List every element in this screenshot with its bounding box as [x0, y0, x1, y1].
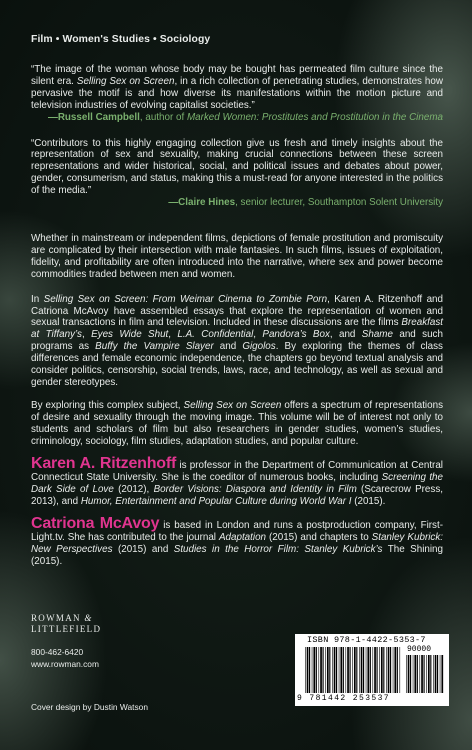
barcode-bar [350, 647, 351, 693]
barcode-bar [367, 647, 369, 693]
program-title: Gigolos [242, 341, 276, 353]
author-bio-ritzenhoff [31, 455, 444, 508]
barcode-bar [356, 647, 357, 693]
barcode-bar [417, 655, 418, 693]
text: The Shining (2015). [31, 543, 444, 567]
barcode-bar [316, 647, 317, 693]
barcode-bar [323, 647, 324, 693]
barcode-bar [347, 647, 349, 693]
barcode-bar [440, 655, 441, 693]
barcode-bar [346, 647, 347, 693]
barcode-bar [309, 647, 310, 693]
book-title: Selling Sex on Screen: From Weimar Cinema to Zombie Porn [43, 293, 328, 305]
barcode-bar [336, 647, 337, 693]
barcode-bar [426, 655, 427, 693]
film-title: Breakfast at Tiffany’s [31, 317, 443, 341]
text: , [253, 329, 263, 341]
cover-footer [31, 613, 443, 733]
text: and [213, 341, 243, 353]
series-film: Film [31, 34, 53, 45]
barcode-bar [319, 647, 320, 693]
series-categories [31, 34, 443, 45]
barcode-bar [433, 655, 434, 693]
ean-barcode-bars [305, 647, 401, 693]
barcode-bar [386, 647, 387, 693]
publisher-logo-line: ROWMAN [31, 613, 81, 623]
blurb-campbell [31, 64, 443, 124]
barcode-bar [414, 655, 416, 693]
ean-digits: 9 781442 253537 [297, 694, 391, 703]
film-title: Eyes Wide Shut [91, 329, 169, 341]
barcode-bar [361, 647, 363, 693]
text: , [168, 329, 178, 341]
publisher-website: www.rowman.com [31, 659, 99, 670]
author-name: Catriona McAvoy [31, 515, 160, 533]
book-title: Studies in the Horror Film: Stanley Kubrick’s [173, 543, 383, 555]
publisher-phone: 800-462-6420 [31, 647, 84, 657]
barcode-bar [374, 647, 376, 693]
barcode-bar [381, 647, 383, 693]
barcode-bar [379, 647, 380, 693]
text: . By exploring the themes of class differences and female economic independence, the chapters go beyond textual analysis and consider politics, censorship, social trends, laws, race, and technology, as well as sexual and gender stereotypes. [31, 341, 443, 388]
blurb-quote: “Contributors to this highly engaging collection give us fresh and timely insights about the representation of sex and sexuality, making crucial connections between these screen representations and wider historical, social, and political issues and debates about power, gender, consumerism, and status, making this a must-read for anyone interested in the politics of the media.” [31, 137, 443, 197]
barcode-bar [329, 647, 330, 693]
author-name: Karen A. Ritzenhoff [31, 455, 177, 473]
barcode-bar [354, 647, 356, 693]
barcode-bar [339, 647, 340, 693]
film-title: Pandora’s Box [262, 329, 330, 341]
quote-text: , in a rich collection of penetrating studies, demonstrates how pervasive the motif is and how diverse its manifestations within the motion picture and television industries of evolving capitalist societies.” [31, 75, 443, 111]
attribution-role: , author of [139, 111, 187, 123]
barcode-bar [370, 647, 371, 693]
barcode-bar [343, 647, 344, 693]
barcode-bar [410, 655, 411, 693]
publisher-contact [31, 646, 99, 670]
barcode-bar [377, 647, 378, 693]
barcode-bar [325, 647, 326, 693]
barcode-bar [352, 647, 353, 693]
blurb-attribution [31, 112, 443, 124]
bullet-separator: • [55, 34, 60, 45]
isbn-barcode [295, 634, 449, 706]
text: (2015) and chapters to [266, 532, 372, 543]
isbn-number: ISBN 978-1-4422-5353-7 [307, 635, 426, 645]
publisher-logo-ampersand: & [84, 613, 93, 623]
text: (2012), [113, 484, 154, 496]
text: (Scarecrow Press, 2013), and [31, 484, 443, 508]
book-title: Selling Sex on Screen [183, 399, 282, 411]
barcode-bar [366, 647, 367, 693]
barcode-bar [428, 655, 430, 693]
series-sociology: Sociology [159, 34, 211, 45]
series-womens-studies: Women's Studies [62, 34, 151, 45]
barcode-bar [413, 655, 414, 693]
film-title: Shame [361, 329, 393, 341]
barcode-bar [421, 655, 423, 693]
book-title: Screening the Dark Side of Love [31, 472, 444, 496]
barcode-bar [373, 647, 374, 693]
journal-title: Adaptation [218, 532, 267, 543]
book-title: Humor, Entertainment and Popular Culture during World War I [80, 496, 352, 508]
book-title: Selling Sex on Screen [76, 75, 175, 87]
barcode-bar [393, 647, 394, 693]
addon-barcode-bars [406, 655, 444, 693]
description [31, 233, 443, 448]
barcode-bar [332, 647, 333, 693]
text: is professor in the Department of Communication at Central Connecticut State University. She is the coeditor of numerous books, including [31, 460, 443, 484]
description-paragraph [31, 400, 443, 448]
bullet-separator: • [153, 34, 157, 45]
barcode-bar [327, 647, 329, 693]
barcode-bar [383, 647, 384, 693]
barcode-bar [305, 647, 306, 693]
cover-text [31, 34, 443, 578]
attribution-role: , senior lecturer, Southampton Solent University [235, 197, 443, 209]
barcode-bar [334, 647, 336, 693]
text: , [81, 329, 92, 341]
barcode-bar [363, 647, 364, 693]
barcode-bar [406, 655, 407, 693]
barcode-bar [390, 647, 391, 693]
text: is based in London and runs a postproduction company, First-Light.tv. She has contributed to the journal [31, 520, 443, 543]
text: (2015) and [112, 543, 174, 555]
barcode-bar [359, 647, 360, 693]
publisher-logo-line: LITTLEFIELD [31, 624, 102, 634]
barcode-bar [313, 647, 315, 693]
barcode-bar [394, 647, 396, 693]
description-paragraph: Whether in mainstream or independent films, depictions of female prostitution and promiscuity are complicated by their intersection with male fantasies. In such films, issues of exploitation, fidelity, and profitability are often introduced into the narrative, where sex and power become commodities traded between men and women. [31, 232, 443, 280]
blurb-hines [31, 138, 443, 209]
barcode-bar [408, 655, 410, 693]
quote-text: “The image of the woman whose body may be bought has permeated film culture since the silent era. [31, 64, 443, 87]
barcode-bar [320, 647, 322, 693]
film-title: L.A. Confidential [177, 329, 254, 341]
attribution-name: —Claire Hines [168, 197, 236, 209]
barcode-bar [312, 647, 313, 693]
barcode-bar [397, 647, 398, 693]
attribution-book: Marked Women: Prostitutes and Prostitution in the Cinema [186, 111, 443, 123]
barcode-bar [437, 655, 438, 693]
book-title: Stanley Kubrick: New Perspectives [31, 532, 443, 555]
text: , Karen A. Ritzenhoff and Catriona McAvoy have assembled essays that explore the representation of women and sexual transactions in film and television. Included in these discussions are the films [31, 293, 443, 329]
book-title: Border Visions: Diaspora and Identity in Film [153, 484, 357, 496]
author-bio-mcavoy [31, 515, 444, 568]
barcode-bar [435, 655, 437, 693]
program-title: Buffy the Vampire Slayer [95, 341, 214, 353]
barcode-bar [307, 647, 309, 693]
blurb-quote [31, 64, 443, 112]
barcode-bar [424, 655, 425, 693]
price-code: 90000 [407, 645, 432, 654]
barcode-bar [420, 655, 421, 693]
publisher-logo [31, 613, 101, 635]
text: In [31, 293, 44, 305]
barcode-bar [388, 647, 390, 693]
barcode-bar [441, 655, 443, 693]
cover-design-credit: Cover design by Dustin Watson [31, 702, 148, 712]
attribution-name: —Russell Campbell [47, 111, 140, 123]
text: , and [329, 329, 362, 341]
description-paragraph [31, 294, 443, 389]
barcode-bar [400, 647, 401, 693]
text: offers a spectrum of representations of desire and sexuality through the moving image. This volume will be of interest not only to students and scholars of film but also researchers in gender studies, women’s studies, criminology, sociology, film studies, adaptation studies, and popular culture. [31, 399, 443, 447]
blurb-attribution [31, 197, 443, 209]
text: and such programs as [31, 329, 443, 353]
text: (2015). [351, 496, 386, 508]
barcode-bar [340, 647, 342, 693]
barcode-bar [430, 655, 431, 693]
text: By exploring this complex subject, [31, 399, 184, 411]
